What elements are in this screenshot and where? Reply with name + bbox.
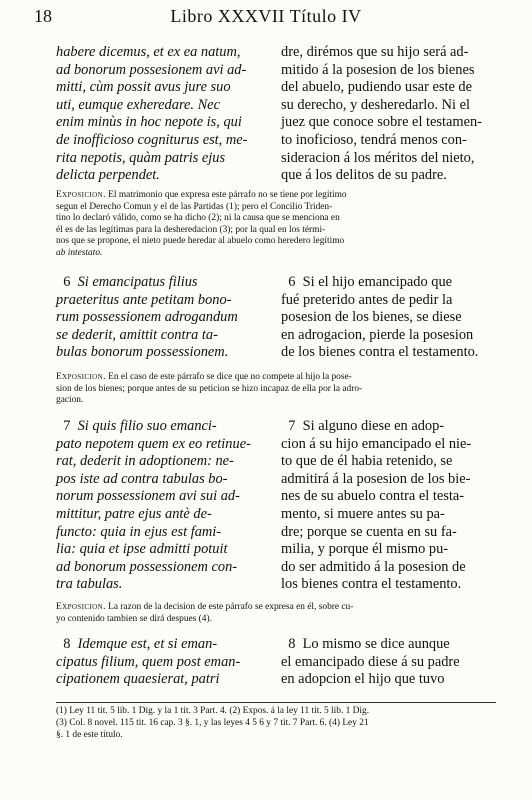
text-line: nes de su abuelo contra el testa- [281,488,465,505]
text-line [281,274,496,292]
text-line: del abuelo, pudiendo usar este de [281,79,473,96]
text-line: en adrogacion, pierde la posesion [281,326,474,343]
spanish-text [281,418,496,594]
text-line: pos iste ad contra tabulas bo- [56,470,228,487]
section-number: 6 [288,274,296,290]
exposicion-line: ab intestato. [56,247,103,258]
spanish-text [281,44,496,185]
text-line: rita nepotis, quàm patris ejus [56,149,226,166]
exposicion-label: Exposicion. [56,190,106,200]
first-line-text: Si el hijo emancipado que [302,274,453,290]
footnote-line: (3) Col. 8 novel. 115 tit. 16 cap. 3 §. 1, y las leyes 4 5 6 y 7 tit. 7 Part. 6. (4) Ley 21 [56,717,369,728]
text-line: cipationem quaesierat, patri [56,671,220,688]
text-line: milia, y porque él mismo pu- [281,541,449,558]
section-number: 7 [63,418,71,434]
exposicion-line [56,190,496,202]
exposicion-line: él es de las legítimas para la desheredacion (3); por la qual en los térmi- [56,224,326,235]
exposicion-text: La razon de la decision de este párrafo se expresa en él, sobre cu- [108,602,354,612]
section-number: 6 [63,274,71,290]
text-line: mitido á la posesion de los bienes [281,61,475,78]
text-line: bulas bonorum possessionem. [56,344,229,361]
text-line [56,418,271,436]
text-line: de inofficioso cogniturus est, me- [56,131,248,148]
text-line: to inoficioso, tendrá menos con- [281,131,467,148]
exposicion-line [56,602,496,614]
text-line: do ser admitido á la posesion de [281,558,466,575]
text-line: admitirá á la posesion de los bie- [281,470,471,487]
text-line [281,636,496,654]
text-line: dre; porque se cuenta en su fa- [281,523,457,540]
text-line: de los bienes contra el testamento. [281,344,479,361]
exposicion-line: sion de los bienes; porque antes de su peticion se hizo incapaz de ella por la adro- [56,383,363,394]
text-line: praeteritus ante petitam bono- [56,291,232,308]
text-line: functo: quia in ejus est fami- [56,523,222,540]
exposicion-note [56,602,496,625]
text-line: cipatus filium, quem post eman- [56,653,241,670]
first-line-text: Lo mismo se dice aunque [302,636,450,652]
text-line: rat, dederit in adoptionem: ne- [56,453,234,470]
exposicion-label: Exposicion. [56,372,106,382]
exposicion-label: Exposicion. [56,602,106,612]
running-title: Libro XXXVII Título IV [170,6,362,26]
text-line: se dederit, amittit contra ta- [56,326,218,343]
exposicion-line: gacion. [56,395,84,406]
section-number: 8 [63,636,71,652]
text-line: delicta perpendet. [56,167,160,184]
text-line: norum possessionem avi sui ad- [56,488,240,505]
spanish-text [281,274,496,362]
text-line: posesion de los bienes, se diese [281,309,462,326]
text-line: mitti, cùm possit avus jure suo [56,79,231,96]
text-line [56,274,271,292]
first-line-text: Si quis filio suo emanci- [77,418,217,434]
first-line-text: Idemque est, et si eman- [77,636,218,652]
text-line: sideracion á los méritos del nieto, [281,149,475,166]
footnote-line: §. 1 de este título. [56,729,123,740]
first-line-text: Si alguno diese en adop- [302,418,445,434]
latin-text [56,44,271,185]
spanish-text [281,636,496,689]
text-line: uti, eumque exheredare. Nec [56,96,220,113]
exposicion-line: yo contenido tambien se dirá despues (4). [56,613,212,624]
text-line: ad bonorum possesionem avi ad- [56,61,247,78]
text-line: rum possessionem adrogandum [56,309,238,326]
text-line: enim minùs in hoc nepote is, qui [56,114,242,131]
text-line: mento, si muere antes su pa- [281,505,445,522]
text-line: su derecho, y desheredarlo. Ni el [281,96,471,113]
text-line: tra tabulas. [56,576,123,593]
text-line: mittitur, patre ejus antè de- [56,505,212,522]
text-line: dre, dirémos que su hijo será ad- [281,44,469,60]
section-number: 8 [288,636,296,652]
exposicion-line [56,372,496,384]
text-line: ad bonorum possessionem con- [56,558,238,575]
latin-text [56,274,271,362]
text-line: habere dicemus, et ex ea natum, [56,44,241,60]
exposicion-text: El matrimonio que expresa este párrafo no se tiene por legítimo [108,190,347,200]
text-line: los bienes contra el testamento. [281,576,462,593]
first-line-text: Si emancipatus filius [77,274,198,290]
text-line: que á los delitos de su padre. [281,167,447,184]
latin-text [56,418,271,594]
section-number: 7 [288,418,296,434]
page-number: 18 [34,6,52,26]
footnote-line: (1) Ley 11 tit. 5 lib. 1 Dig. y la 1 tit. 3 Part. 4. (2) Expos. á la ley 11 tit. 5 lib. 1 Dig. [56,706,370,716]
exposicion-line: segun el Derecho Comun y el de las Partidas (1); pero el Concilio Triden- [56,201,333,212]
exposicion-note [56,190,496,260]
text-line: fué preterido antes de pedir la [281,291,453,308]
text-line: lia: quia et ipse admitti potuit [56,541,228,558]
text-line: en adopcion el hijo que tuvo [281,671,445,688]
text-line: to que de él habia retenido, se [281,453,453,470]
exposicion-note [56,372,496,407]
exposicion-line: nos que se propone, el nieto puede heredar al abuelo como heredero legítimo [56,236,345,247]
text-line: cion á su hijo emancipado el nie- [281,435,472,452]
footnotes [56,702,496,741]
exposicion-text: En el caso de este párrafo se dice que no compete al hijo la pose- [108,372,352,382]
text-line: el emancipado diese á su padre [281,653,460,670]
page-header [34,6,498,30]
text-line [56,636,271,654]
exposicion-line: tino lo declaró válido, como se ha dicho (2); ni la causa que se menciona en [56,213,340,224]
text-line: pato nepotem quem ex eo retinue- [56,435,251,452]
text-line [281,418,496,436]
text-line: juez que conoce sobre el testamen- [281,114,482,131]
latin-text [56,636,271,689]
